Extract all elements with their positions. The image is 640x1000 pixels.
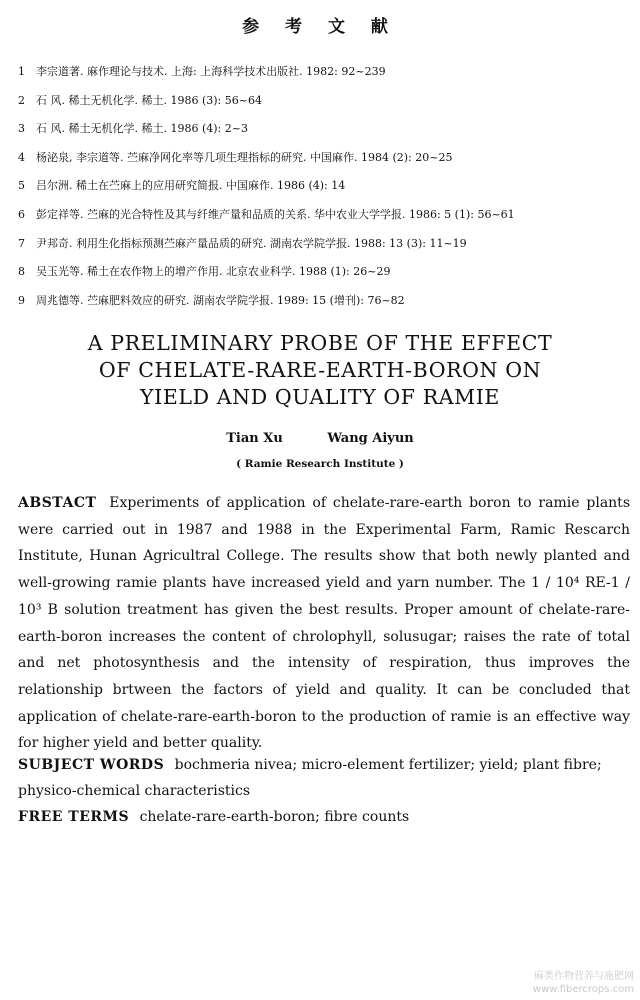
reference-item bbox=[18, 234, 618, 263]
reference-number: 7 bbox=[18, 236, 25, 250]
reference-number: 6 bbox=[18, 207, 25, 221]
reference-item bbox=[18, 119, 618, 148]
author-line bbox=[0, 431, 640, 446]
author-name: Tian Xu bbox=[226, 431, 283, 446]
references-heading: 参 考 文 献 bbox=[242, 17, 398, 37]
free-terms-text: chelate-rare-earth-boron; fibre counts bbox=[139, 809, 410, 825]
watermark-line: 麻类作物营养与施肥网 bbox=[534, 971, 634, 982]
title-line: OF CHELATE-RARE-EARTH-BORON ON bbox=[98, 358, 542, 382]
reference-text: 杨泌泉, 李宗道等. 苎麻净网化率等几项生理指标的研究. 中国麻作. 1984 (2): 20~25 bbox=[36, 150, 453, 164]
watermark bbox=[533, 970, 634, 996]
reference-text: 石 风. 稀土无机化学. 稀土. 1986 (4): 2~3 bbox=[36, 122, 248, 136]
reference-text: 吴玉光等. 稀土在农作物上的增产作用. 北京农业科学. 1988 (1): 26~29 bbox=[36, 265, 391, 279]
subject-label: SUBJECT WORDS bbox=[18, 757, 165, 773]
reference-item bbox=[18, 291, 618, 320]
title-line: YIELD AND QUALITY OF RAMIE bbox=[140, 385, 500, 409]
reference-text: 彭定祥等. 苎麻的光合特性及其与纤维产量和品质的关系. 华中农业大学学报. 1986: 5 (1): 56~61 bbox=[36, 207, 515, 221]
reference-item bbox=[18, 205, 618, 234]
reference-text: 李宗道著. 麻作理论与技术. 上海: 上海科学技术出版社. 1982: 92~239 bbox=[36, 65, 386, 78]
reference-number: 5 bbox=[18, 179, 25, 193]
reference-text: 尹邦奇. 利用生化指标预测苎麻产量品质的研究. 湖南农学院学报. 1988: 13 (3): 11~19 bbox=[36, 236, 467, 250]
reference-text: 吕尔洲. 稀土在苎麻上的应用研究简报. 中国麻作. 1986 (4): 14 bbox=[36, 179, 346, 193]
free-terms-label: FREE TERMS bbox=[18, 809, 130, 825]
abstract bbox=[18, 490, 630, 757]
abstract-label: ABSTACT bbox=[18, 495, 97, 511]
reference-number: 1 bbox=[18, 65, 25, 78]
free-terms bbox=[18, 806, 630, 828]
paper-title bbox=[0, 330, 640, 411]
title-line: A PRELIMINARY PROBE OF THE EFFECT bbox=[87, 331, 553, 355]
reference-text: 石 风. 稀土无机化学. 稀土. 1986 (3): 56~64 bbox=[36, 93, 262, 107]
reference-number: 3 bbox=[18, 122, 25, 136]
reference-number: 2 bbox=[18, 93, 25, 107]
reference-number: 8 bbox=[18, 265, 25, 279]
reference-text: 周兆德等. 苎麻肥料效应的研究. 湖南农学院学报. 1989: 15 (增刊): 76~82 bbox=[36, 293, 405, 307]
reference-item bbox=[18, 176, 618, 205]
reference-item bbox=[18, 91, 618, 120]
subject-text: bochmeria nivea; micro-element fertilizer; yield; plant fibre; physico-chemical characteristics bbox=[18, 757, 602, 799]
affiliation: ( Ramie Research Institute ) bbox=[236, 458, 404, 470]
reference-list bbox=[18, 62, 618, 319]
reference-number: 4 bbox=[18, 150, 25, 164]
author-name: Wang Aiyun bbox=[327, 431, 414, 446]
reference-item bbox=[18, 148, 618, 177]
watermark-line: www.fibercrops.com bbox=[532, 984, 634, 995]
reference-item bbox=[18, 262, 618, 291]
reference-number: 9 bbox=[18, 293, 25, 307]
subject-words bbox=[18, 752, 630, 804]
reference-item bbox=[18, 62, 618, 91]
abstract-text: Experiments of application of chelate-rare-earth boron to ramie plants were carried out in 1987 and 1988 in the Experimental Farm, Ramic Rescarch Institute, Hunan Agricultral College. The results show that both newly planted and well-growing ramie plants have increased yield and yarn number. The 1 / 10⁴ RE-1 / 10³ B solution treatment has given the best results. Proper amount of chelate-rare-earth-boron increases the content of chrolophyll, solusugar; raises the rate of total and net photosynthesis and the intensity of respiration, thus improves the relationship brtween the factors of yield and quality. It can be concluded that application of chelate-rare-earth-boron to the production of ramie is an effective way for higher yield and better quality. bbox=[18, 495, 630, 752]
